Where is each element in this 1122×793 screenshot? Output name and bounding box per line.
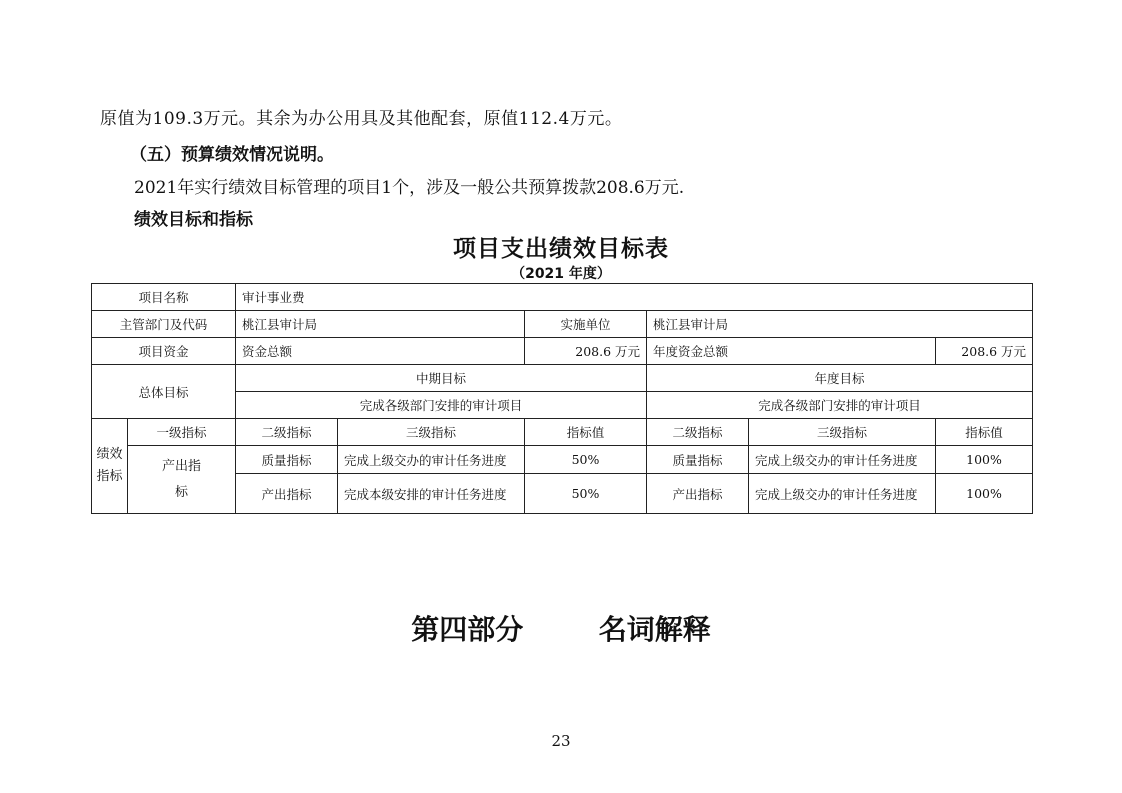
annual-funds-value: 208.6 万元 bbox=[936, 338, 1033, 365]
total-funds-label: 资金总额 bbox=[236, 338, 525, 365]
overall-goal-label: 总体目标 bbox=[92, 365, 236, 419]
year-level2-header: 二级指标 bbox=[647, 419, 749, 446]
mid-term-goal-text: 完成各级部门安排的审计项目 bbox=[236, 392, 647, 419]
year-level3-cell: 完成上级交办的审计任务进度 bbox=[749, 446, 936, 474]
level1-header: 一级指标 bbox=[128, 419, 236, 446]
mid-value-cell: 50% bbox=[525, 446, 647, 474]
table-row bbox=[92, 419, 1033, 446]
annual-goal-header: 年度目标 bbox=[647, 365, 1033, 392]
year-level2-cell: 质量指标 bbox=[647, 446, 749, 474]
table-row bbox=[92, 446, 1033, 474]
year-value-cell: 100% bbox=[936, 446, 1033, 474]
year-value-cell: 100% bbox=[936, 474, 1033, 514]
annual-funds-label: 年度资金总额 bbox=[647, 338, 936, 365]
dept-value: 桃江县审计局 bbox=[236, 311, 525, 338]
performance-indicator-label: 绩效指标 bbox=[92, 419, 128, 514]
year-level3-header: 三级指标 bbox=[749, 419, 936, 446]
table-subtitle: （2021 年度） bbox=[511, 266, 611, 282]
page-number: 23 bbox=[551, 732, 571, 750]
dept-label: 主管部门及代码 bbox=[92, 311, 236, 338]
section-name: 名词解释 bbox=[598, 613, 711, 646]
table-row bbox=[92, 284, 1033, 311]
paragraph-performance-summary: 2021年实行绩效目标管理的项目1个，涉及一般公共预算拨款208.6万元. bbox=[134, 178, 685, 198]
impl-unit-label: 实施单位 bbox=[525, 311, 647, 338]
table-row bbox=[92, 365, 1033, 392]
table-row bbox=[92, 311, 1033, 338]
heading-goals-indicators: 绩效目标和指标 bbox=[134, 210, 253, 230]
output-indicator-label: 产出指标 bbox=[128, 446, 236, 514]
year-value-header: 指标值 bbox=[936, 419, 1033, 446]
heading-budget-performance: （五）预算绩效情况说明。 bbox=[130, 145, 334, 165]
mid-value-header: 指标值 bbox=[525, 419, 647, 446]
impl-unit-value: 桃江县审计局 bbox=[647, 311, 1033, 338]
mid-level3-cell: 完成上级交办的审计任务进度 bbox=[338, 446, 525, 474]
section-heading bbox=[0, 608, 1122, 648]
annual-goal-text: 完成各级部门安排的审计项目 bbox=[647, 392, 1033, 419]
mid-value-cell: 50% bbox=[525, 474, 647, 514]
mid-level3-header: 三级指标 bbox=[338, 419, 525, 446]
funds-label: 项目资金 bbox=[92, 338, 236, 365]
year-level3-cell: 完成上级交办的审计任务进度 bbox=[749, 474, 936, 514]
project-name-value: 审计事业费 bbox=[236, 284, 1033, 311]
table-title: 项目支出绩效目标表 bbox=[453, 236, 669, 262]
total-funds-value: 208.6 万元 bbox=[525, 338, 647, 365]
table-row bbox=[92, 338, 1033, 365]
mid-level2-cell: 质量指标 bbox=[236, 446, 338, 474]
section-part: 第四部分 bbox=[411, 613, 524, 646]
project-name-label: 项目名称 bbox=[92, 284, 236, 311]
performance-goal-table bbox=[91, 283, 1033, 514]
mid-level2-header: 二级指标 bbox=[236, 419, 338, 446]
mid-level3-cell: 完成本级安排的审计任务进度 bbox=[338, 474, 525, 514]
mid-term-goal-header: 中期目标 bbox=[236, 365, 647, 392]
year-level2-cell: 产出指标 bbox=[647, 474, 749, 514]
paragraph-asset-value: 原值为109.3万元。其余为办公用具及其他配套，原值112.4万元。 bbox=[100, 109, 623, 129]
mid-level2-cell: 产出指标 bbox=[236, 474, 338, 514]
